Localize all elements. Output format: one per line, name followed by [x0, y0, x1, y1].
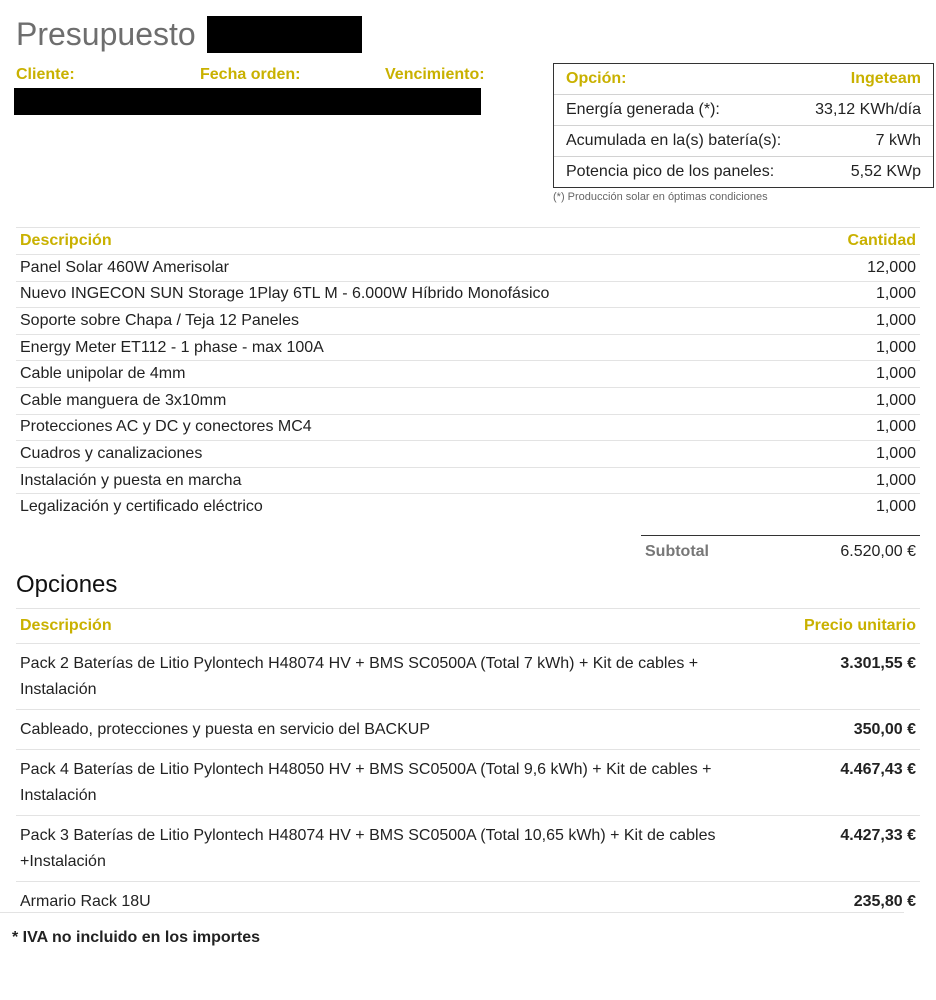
option-row-label: Acumulada en la(s) batería(s): [566, 132, 782, 149]
options-section-title: Opciones [16, 571, 118, 598]
options-table [16, 608, 920, 921]
table-row [16, 440, 920, 467]
option-row-value: 7 kWh [875, 132, 921, 149]
option-summary-header [554, 64, 933, 95]
column-header-description: Descripción [20, 232, 112, 249]
items-table-header [16, 227, 920, 254]
item-description: Cuadros y canalizaciones [20, 444, 203, 462]
option-summary-row [554, 95, 933, 126]
item-quantity: 1,000 [875, 391, 916, 409]
item-quantity: 1,000 [875, 285, 916, 303]
page-title: Presupuesto [16, 16, 196, 52]
item-description: Legalización y certificado eléctrico [20, 498, 263, 516]
table-row [16, 307, 920, 334]
option-summary-row [554, 126, 933, 157]
item-description: Nuevo INGECON SUN Storage 1Play 6TL M - 6.000W Híbrido Monofásico [20, 285, 550, 303]
item-quantity: 1,000 [875, 471, 916, 489]
item-description: Soporte sobre Chapa / Teja 12 Paneles [20, 311, 300, 329]
option-label: Opción: [566, 70, 627, 87]
option-price: 350,00 € [853, 721, 916, 738]
option-row-value: 5,52 KWp [850, 163, 921, 180]
option-price: 4.467,43 € [840, 761, 916, 778]
column-header-unit-price: Precio unitario [803, 617, 916, 634]
table-row [16, 254, 920, 281]
option-description: Pack 3 Baterías de Litio Pylontech H48074 HV + BMS SC0500A (Total 10,65 kWh) + Kit de cables +Instalación [20, 827, 716, 870]
table-row [16, 281, 920, 308]
item-quantity: 1,000 [875, 365, 916, 383]
item-description: Cable unipolar de 4mm [20, 365, 186, 383]
item-description: Cable manguera de 3x10mm [20, 391, 227, 409]
option-brand: Ingeteam [850, 70, 921, 87]
redacted-budget-number [207, 16, 362, 53]
order-date-label: Fecha orden: [200, 66, 301, 83]
table-row [16, 467, 920, 494]
item-quantity: 1,000 [875, 311, 916, 329]
option-footnote: (*) Producción solar en óptimas condiciones [553, 191, 768, 203]
table-row [16, 414, 920, 441]
table-row [16, 334, 920, 361]
table-row [16, 749, 920, 815]
option-row-label: Potencia pico de los paneles: [566, 163, 775, 180]
table-row [16, 493, 920, 520]
option-description: Cableado, protecciones y puesta en servicio del BACKUP [20, 721, 430, 738]
subtotal-divider [641, 535, 920, 536]
table-row [16, 387, 920, 414]
table-row [16, 815, 920, 881]
column-header-description: Descripción [20, 617, 112, 634]
item-description: Energy Meter ET112 - 1 phase - max 100A [20, 338, 324, 356]
item-quantity: 1,000 [875, 418, 916, 436]
item-description: Panel Solar 460W Amerisolar [20, 258, 229, 276]
client-label: Cliente: [16, 66, 75, 83]
vat-note: * IVA no incluido en los importes [12, 929, 261, 946]
redacted-client-info [14, 88, 481, 115]
table-row [16, 881, 920, 921]
option-description: Pack 2 Baterías de Litio Pylontech H48074 HV + BMS SC0500A (Total 7 kWh) + Kit de cables + Instalación [20, 655, 699, 698]
subtotal-value: 6.520,00 € [840, 543, 916, 560]
table-row [16, 360, 920, 387]
item-quantity: 1,000 [875, 338, 916, 356]
items-table [16, 227, 920, 520]
due-date-label: Vencimiento: [385, 66, 485, 83]
item-quantity: 1,000 [875, 498, 916, 516]
option-price: 4.427,33 € [840, 827, 916, 844]
option-row-value: 33,12 KWh/día [815, 101, 921, 118]
table-row [16, 709, 920, 749]
item-quantity: 12,000 [867, 258, 916, 276]
item-quantity: 1,000 [875, 444, 916, 462]
option-summary-row [554, 157, 933, 187]
option-price: 3.301,55 € [840, 655, 916, 672]
option-description: Armario Rack 18U [20, 893, 151, 910]
option-price: 235,80 € [853, 893, 916, 910]
options-table-header [16, 608, 920, 643]
footer-divider [0, 912, 904, 913]
option-row-label: Energía generada (*): [566, 101, 720, 118]
column-header-quantity: Cantidad [847, 232, 916, 249]
option-summary-box [553, 63, 934, 188]
subtotal-label: Subtotal [645, 543, 709, 560]
table-row [16, 643, 920, 709]
option-description: Pack 4 Baterías de Litio Pylontech H48050 HV + BMS SC0500A (Total 9,6 kWh) + Kit de cables + Instalación [20, 761, 712, 804]
item-description: Protecciones AC y DC y conectores MC4 [20, 418, 312, 436]
item-description: Instalación y puesta en marcha [20, 471, 242, 489]
